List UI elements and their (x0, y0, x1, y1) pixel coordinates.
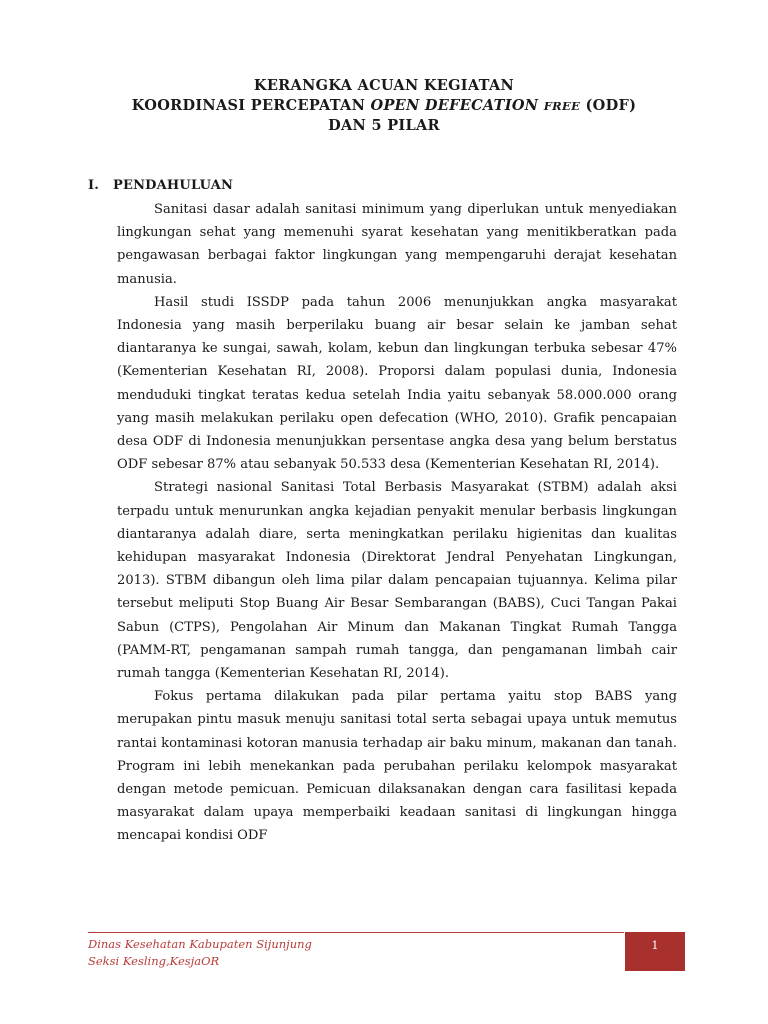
section-title: PENDAHULUAN (113, 178, 234, 193)
paragraph-1: Sanitasi dasar adalah sanitasi minimum yang diperlukan untuk menyediakan lingkungan sehat yang memenuhi syarat kesehatan yang menitikberatkan pada pengawasan berbagai faktor lingkungan yang mempengaruhi derajat kesehatan manusia. (117, 202, 677, 287)
section-number: I. (88, 178, 100, 193)
footer-divider (88, 932, 624, 933)
title-line-3: DAN 5 PILAR (328, 117, 440, 134)
document-title (0, 76, 768, 136)
paragraph-3: Strategi nasional Sanitasi Total Berbasis Masyarakat (STBM) adalah aksi terpadu untuk menurunkan angka kejadian penyakit menular berbasis lingkungan diantaranya adalah diare, serta meningkatkan perilaku higienitas dan kualitas kehidupan masyarakat Indonesia (Direktorat Jendral Penyehatan Lingkungan, 2013). STBM dibangun oleh lima pilar dalam pencapaian tujuannya. Kelima pilar tersebut meliputi Stop Buang Air Besar Sembarangan (BABS), Cuci Tangan Pakai Sabun (CTPS), Pengolahan Air Minum dan Makanan Tingkat Rumah Tangga (PAMM-RT, pengamanan sampah rumah tangga, dan pengamanan limbah cair rumah tangga (Kementerian Kesehatan RI, 2014). (117, 480, 677, 682)
title-line-2-prefix: KOORDINASI PERCEPATAN (131, 97, 366, 114)
section-heading (88, 177, 233, 195)
page-number-box (625, 932, 685, 971)
paragraph-2: Hasil studi ISSDP pada tahun 2006 menunjukkan angka masyarakat Indonesia yang masih berperilaku buang air besar selain ke jamban sehat diantaranya ke sungai, sawah, kolam, kebun dan lingkungan terbuka sebesar 47% (Kementerian Kesehatan RI, 2008). Proporsi dalam populasi dunia, Indonesia menduduki tingkat teratas kedua setelah India yaitu sebanyak 58.000.000 orang yang masih melakukan perilaku open defecation (WHO, 2010). Grafik pencapaian desa ODF di Indonesia menunjukkan persentase angka desa yang belum berstatus ODF sebesar 87% atau sebanyak 50.533 desa (Kementerian Kesehatan RI, 2014). (117, 294, 677, 473)
title-line-2 (0, 96, 768, 116)
footer (88, 936, 312, 970)
title-line-2-suffix: (ODF) (585, 97, 637, 114)
title-line-2-small: FREE (543, 99, 581, 113)
footer-line-1: Dinas Kesehatan Kabupaten Sijunjung (88, 937, 312, 951)
title-line-1: KERANGKA ACUAN KEGIATAN (253, 77, 515, 94)
paragraph-4: Fokus pertama dilakukan pada pilar pertama yaitu stop BABS yang merupakan pintu masuk menuju sanitasi total serta sebagai upaya untuk memutus rantai kontaminasi kotoran manusia terhadap air baku minum, makanan dan tanah. Program ini lebih menekankan pada perubahan perilaku kelompok masyarakat dengan metode pemicuan. Pemicuan dilaksanakan dengan cara fasilitasi kepada masyarakat dalam upaya memperbaiki keadaan sanitasi di lingkungan hingga mencapai kondisi ODF (117, 689, 677, 844)
page-number: 1 (651, 939, 659, 952)
body-text (117, 198, 677, 848)
title-line-2-italic: OPEN DEFECATION (370, 97, 539, 114)
footer-line-2: Seksi Kesling,KesjaOR (88, 954, 220, 968)
